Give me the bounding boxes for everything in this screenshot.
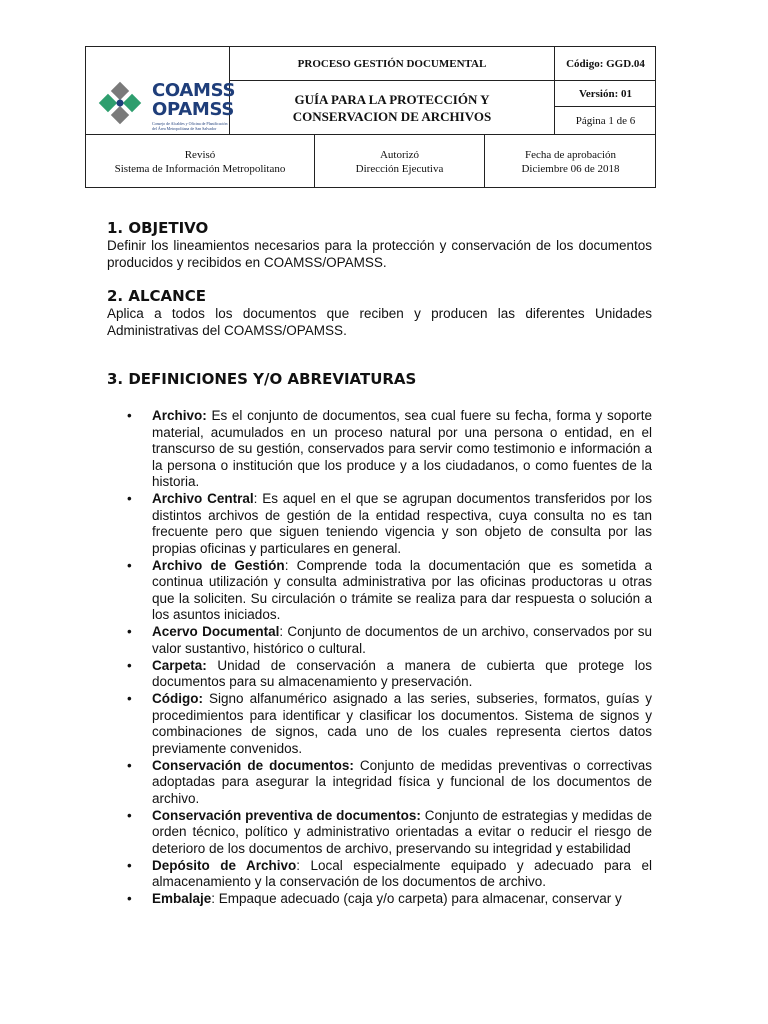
list-item [107, 491, 652, 557]
bullet-icon: • [127, 857, 132, 873]
section-title-alcance: 2. ALCANCE [107, 287, 206, 305]
definition-term: Depósito de Archivo [152, 857, 297, 873]
bullet-icon: • [127, 891, 132, 906]
definition-term: Archivo Central [152, 491, 254, 506]
definition-text: Conjunto de estrategias y medidas de orden técnico, político y administrativo orientadas a evitar o reducir el riesgo de deterioro de los documentos de archivo, preservando su integridad y estabilidad [152, 807, 652, 856]
coamss-opamss-logo [96, 77, 236, 131]
definition-text: : Es aquel en el que se agrupan documentos transferidos por los distintos archivos de gestión de la entidad respectiva, cuya consulta no es tan frecuente pero que siguen teniendo vigencia y son objeto de consulta por las propias oficinas y particulares en general. [152, 491, 652, 556]
bullet-icon: • [127, 657, 132, 673]
logo-wordmark [152, 81, 235, 119]
reviewed-label: Revisó [184, 148, 216, 161]
definition-text: Es el conjunto de documentos, sea cual fuere su fecha, forma y soporte material, acumulados en un proceso natural por una persona o entidad, en el transcurso de su gestión, conservados para servir como testimonio e información a la persona o institución que los produce y a los ciudadanos, o como fuentes de la historia. [152, 408, 652, 489]
definition-term: Archivo: [152, 408, 207, 423]
definition-term: Código: [152, 691, 203, 706]
approval-date: Diciembre 06 de 2018 [521, 162, 620, 175]
reviewed-by-cell [86, 135, 314, 188]
list-item [107, 691, 652, 757]
definition-term: Conservación preventiva de documentos: [152, 807, 421, 823]
list-item [107, 758, 652, 808]
process-name: PROCESO GESTIÓN DOCUMENTAL [297, 57, 487, 70]
list-item [107, 891, 652, 908]
definition-text: : Comprende toda la documentación que es sometida a continua utilización y consulta administrativa por las oficinas productoras u otras que la soliciten. Su circulación o trámite se realiza para dar respuesta o solución a los asuntos iniciados. [152, 557, 652, 622]
list-item [107, 408, 652, 491]
bullet-icon: • [127, 491, 132, 506]
alcance-text: Aplica a todos los documentos que reciben y producen las diferentes Unidades Administrativas del COAMSS/OPAMSS. [107, 306, 652, 338]
list-item [107, 558, 652, 624]
approval-date-cell [485, 135, 656, 188]
document-body [107, 218, 652, 908]
logo-line-2: OPAMSS [152, 99, 235, 120]
definition-term: Carpeta: [152, 657, 207, 673]
definition-text: Conjunto de medidas preventivas o correctivas adoptadas para asegurar la integridad física y funcional de los documentos de archivo. [152, 757, 652, 806]
definition-text: : Local especialmente equipado y adecuado para el almacenamiento y la conservación de los documentos de archivo. [152, 857, 652, 889]
approval-label: Fecha de aprobación [524, 148, 616, 161]
bullet-icon: • [127, 807, 132, 823]
definition-term: Archivo de Gestión [152, 557, 285, 573]
bullet-icon: • [127, 557, 132, 573]
list-item [107, 658, 652, 691]
bullet-icon: • [127, 408, 132, 423]
document-code: Código: GGD.04 [566, 57, 645, 70]
definition-text: Unidad de conservación a manera de cubierta que protege los documentos para su almacenamiento y preservación. [152, 657, 652, 689]
document-title [230, 81, 554, 134]
section-title-objetivo: 1. OBJETIVO [107, 219, 209, 237]
list-item [107, 808, 652, 858]
authorized-by-cell [315, 135, 484, 188]
bullet-icon: • [127, 691, 132, 706]
document-header-table [85, 46, 656, 188]
definition-term: Embalaje [152, 891, 212, 906]
logo-emblem-icon [96, 79, 144, 127]
list-item [107, 624, 652, 657]
section-title-definiciones: 3. DEFINICIONES Y/O ABREVIATURAS [107, 370, 417, 388]
objetivo-text: Definir los lineamientos necesarios para la protección y conservación de los documentos producidos y recibidos en COAMSS/OPAMSS. [107, 238, 652, 270]
definition-term: Conservación de documentos: [152, 757, 354, 773]
definition-text: : Empaque adecuado (caja y/o carpeta) para almacenar, conservar y [211, 891, 622, 906]
bullet-icon: • [127, 757, 132, 773]
definition-term: Acervo Documental [152, 624, 280, 639]
authorized-by: Dirección Ejecutiva [355, 162, 444, 175]
definitions-list [107, 408, 652, 908]
document-title-line-2: CONSERVACION DE ARCHIVOS [292, 108, 492, 124]
authorized-label: Autorizó [379, 148, 420, 161]
definition-text: : Conjunto de documentos de un archivo, conservados por su valor sustantivo, histórico o cultural. [152, 624, 652, 656]
page-number: Página 1 de 6 [575, 114, 636, 127]
document-title-line-1: GUÍA PARA LA PROTECCIÓN Y [294, 91, 490, 107]
reviewed-by: Sistema de Información Metropolitano [114, 162, 286, 175]
bullet-icon: • [127, 624, 132, 639]
document-version: Versión: 01 [578, 87, 633, 100]
logo-subtitle: Consejo de Alcaldes y Oficina de Planificación del Área Metropolitana de San Salvador [152, 121, 228, 131]
definition-text: Signo alfanumérico asignado a las series, subseries, formatos, guías y procedimientos para identificar y clasificar los documentos. Sistema de signos y combinaciones de signos, cada uno de los cuales representa ciertos datos previamente convenidos. [152, 691, 652, 756]
list-item [107, 858, 652, 891]
logo-line-1: COAMSS [152, 80, 236, 101]
